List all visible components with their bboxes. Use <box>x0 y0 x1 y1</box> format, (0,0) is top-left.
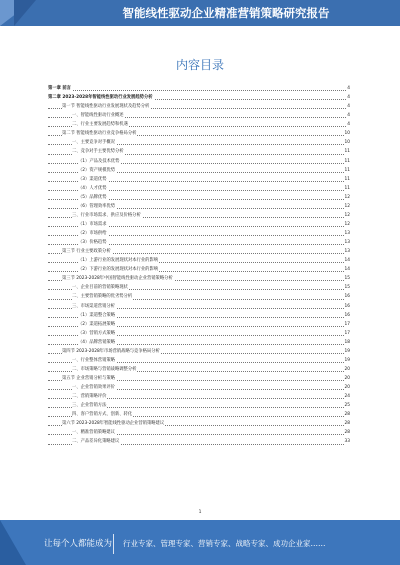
toc-entry[interactable] <box>48 283 350 292</box>
toc-entry-page: 11 <box>344 158 350 164</box>
toc-entry-label: （2）渠道拓展策略 <box>78 321 116 327</box>
toc-entry-label: 二、行业主要发展趋势和机遇 <box>72 122 128 128</box>
toc-entry-label: 四、客户营销方式、创新、转化 <box>72 412 133 418</box>
toc-entry[interactable] <box>48 175 350 184</box>
toc-entry-page: 19 <box>344 357 350 363</box>
toc-entry-page: 11 <box>344 185 350 191</box>
toc-entry-page: 13 <box>344 231 350 236</box>
toc-entry[interactable] <box>48 120 350 129</box>
toc-entry-page: 19 <box>344 348 350 354</box>
toc-entry-page: 11 <box>344 176 350 182</box>
toc-entry-label: 一、企业目前的营销策略现状 <box>72 285 128 291</box>
toc-entry[interactable] <box>48 292 350 301</box>
toc-entry[interactable] <box>48 302 350 311</box>
toc-entry[interactable] <box>48 347 350 356</box>
toc-entry-page: 28 <box>344 412 350 418</box>
toc-entry-page: 16 <box>344 303 350 309</box>
toc-entry-label: 第一章 前言 <box>48 86 71 91</box>
toc-entry-label: （3）价格趋势 <box>78 240 107 246</box>
toc-entry[interactable] <box>48 320 350 329</box>
toc-entry-page: 4 <box>347 86 350 91</box>
header-banner <box>0 0 400 26</box>
toc-entry[interactable] <box>48 329 350 338</box>
toc-entry[interactable] <box>48 256 350 265</box>
toc-entry-page: 25 <box>344 403 350 409</box>
toc-entry-label: 二、产品差异化策略建议 <box>72 439 120 445</box>
toc-entry-label: 二、主要营销策略的优劣势分析 <box>72 294 133 300</box>
toc-entry-label: 第一节 智能线性驱动行业发展现状及趋势分析 <box>62 104 150 110</box>
toc-leader-dots <box>48 90 350 91</box>
toc-entry-label: （1）渠道整合策略 <box>78 312 116 318</box>
toc-entry-page: 28 <box>344 421 350 427</box>
toc-entry-page: 14 <box>344 267 350 273</box>
toc-entry-label: （3）营销方式策略 <box>78 330 116 336</box>
toc-entry-label: （1）产品及技术优势 <box>78 158 120 164</box>
toc-entry[interactable] <box>48 274 350 283</box>
toc-entry[interactable] <box>48 184 350 193</box>
toc-entry[interactable] <box>48 374 350 383</box>
toc-entry-label: （5）品牌优势 <box>78 194 107 200</box>
toc-entry-page: 20 <box>344 376 350 381</box>
toc-entry[interactable] <box>48 211 350 220</box>
toc-entry-label: 一、智能线性驱动行业概述 <box>72 113 124 119</box>
toc-entry-page: 4 <box>347 113 350 119</box>
toc-entry-page: 4 <box>347 95 350 101</box>
toc-entry-page: 10 <box>344 140 350 146</box>
toc-entry-page: 13 <box>344 240 350 246</box>
toc-entry[interactable] <box>48 166 350 175</box>
toc-entry-label: 第二章 2023-2028年智能线性驱动行业发展趋势分析 <box>48 95 153 101</box>
toc-entry-page: 14 <box>344 258 350 264</box>
toc-entry-page: 11 <box>344 149 350 155</box>
toc-entry-label: （2）市场供给 <box>78 231 107 236</box>
footer-divider <box>113 534 114 554</box>
footer-banner <box>0 520 400 565</box>
toc-entry-page: 15 <box>344 276 350 282</box>
toc-entry-page: 12 <box>344 203 350 209</box>
toc-entry-label: （6）管理效率优势 <box>78 203 116 209</box>
toc-entry[interactable] <box>48 193 350 202</box>
toc-entry[interactable] <box>48 265 350 274</box>
toc-entry[interactable] <box>48 202 350 211</box>
toc-entry-label: （1）上游行业的发展现状对本行业的影响 <box>78 258 159 264</box>
toc-entry-page: 33 <box>344 439 350 445</box>
toc-entry-page: 4 <box>347 122 350 128</box>
toc-entry-label: 三、市场渠道营销分析 <box>72 303 115 309</box>
toc-entry-page: 12 <box>344 221 350 227</box>
toc-entry-label: 一、主要竞争对手概况 <box>72 140 115 146</box>
toc-entry[interactable] <box>48 102 350 111</box>
toc-entry-label: （4）人才优势 <box>78 185 107 191</box>
toc-entry-label: 第二节 智能线性驱动行业竞争格局分析 <box>62 131 137 137</box>
toc-entry[interactable] <box>48 365 350 374</box>
toc-entry-page: 28 <box>344 430 350 436</box>
toc-entry-page: 15 <box>344 285 350 291</box>
table-of-contents <box>48 84 350 447</box>
toc-entry[interactable] <box>48 356 350 365</box>
banner-decoration-dark <box>14 0 36 26</box>
toc-entry-label: 第三节 2023-2028年中国智能线性驱动企业营销策略分析 <box>62 276 173 282</box>
toc-entry-page: 11 <box>344 167 350 173</box>
toc-entry-label: 二、竞争对手主要优势分析 <box>72 149 124 155</box>
report-title: 智能线性驱动企业精准营销策略研究报告 <box>122 6 330 20</box>
toc-heading: 内容目录 <box>175 58 224 72</box>
toc-entry-label: （4）品牌营销策略 <box>78 339 116 345</box>
toc-entry-page: 20 <box>344 385 350 391</box>
toc-entry[interactable] <box>48 238 350 247</box>
toc-entry[interactable] <box>48 129 350 138</box>
toc-entry[interactable] <box>48 157 350 166</box>
toc-entry[interactable] <box>48 220 350 229</box>
toc-entry-page: 12 <box>344 212 350 218</box>
toc-entry[interactable] <box>48 401 350 410</box>
toc-entry-page: 18 <box>344 339 350 345</box>
toc-entry[interactable] <box>48 247 350 256</box>
toc-entry-page: 16 <box>344 312 350 318</box>
toc-entry-page: 12 <box>344 194 350 200</box>
toc-entry-label: （2）资产规模优势 <box>78 167 116 173</box>
toc-entry[interactable] <box>48 311 350 320</box>
toc-entry[interactable] <box>48 410 350 419</box>
toc-entry-label: 二、营销策略评价 <box>72 394 107 400</box>
toc-entry[interactable] <box>48 84 350 93</box>
toc-entry[interactable] <box>48 392 350 401</box>
page-number: 1 <box>198 510 202 515</box>
footer-slogan: 让每个人都能成为 <box>44 539 113 549</box>
toc-entry-label: （2）下游行业的发展现状对本行业的影响 <box>78 267 159 273</box>
toc-entry[interactable] <box>48 428 350 437</box>
toc-entry-label: 第三节 行业主要政策分析 <box>62 249 111 255</box>
toc-entry[interactable] <box>48 419 350 428</box>
toc-entry-label: 第六节 2023-2028年智能线性驱动企业营销策略建议 <box>62 421 165 427</box>
toc-entry-page: 20 <box>344 366 350 372</box>
toc-entry-page: 13 <box>344 249 350 255</box>
toc-entry-label: （1）市场需求 <box>78 221 107 227</box>
toc-entry[interactable] <box>48 147 350 156</box>
footer-decoration <box>0 520 26 565</box>
toc-entry-label: 三、企业营销方法 <box>72 403 107 409</box>
toc-entry-label: 一、行业整体营销策略 <box>72 357 115 363</box>
toc-entry-label: 三、行业市场需求、供应及价格分析 <box>72 212 141 218</box>
toc-entry-label: （3）渠道优势 <box>78 176 107 182</box>
toc-entry-page: 16 <box>344 294 350 300</box>
toc-entry[interactable] <box>48 111 350 120</box>
toc-entry[interactable] <box>48 383 350 392</box>
toc-entry[interactable] <box>48 93 350 102</box>
toc-entry[interactable] <box>48 138 350 147</box>
toc-entry[interactable] <box>48 229 350 238</box>
toc-entry-page: 17 <box>344 330 350 336</box>
toc-entry[interactable] <box>48 437 350 446</box>
toc-entry-label: 一、企业营销效果评价 <box>72 385 115 391</box>
toc-entry[interactable] <box>48 338 350 347</box>
footer-roles: 行业专家、管理专家、营销专家、战略专家、成功企业家…… <box>123 539 326 548</box>
toc-entry-label: 第五节 企业营销分析与策略 <box>62 376 115 381</box>
toc-entry-label: 第四节 2023-2028年市场营销战略与竞争格局分析 <box>62 348 160 354</box>
toc-entry-page: 10 <box>344 131 350 137</box>
toc-entry-label: 二、市场策略与营销战略调整分析 <box>72 366 137 372</box>
toc-entry-page: 17 <box>344 321 350 327</box>
toc-entry-page: 4 <box>347 104 350 110</box>
toc-entry-page: 24 <box>344 394 350 400</box>
toc-entry-label: 一、精准营销策略建议 <box>72 430 115 436</box>
